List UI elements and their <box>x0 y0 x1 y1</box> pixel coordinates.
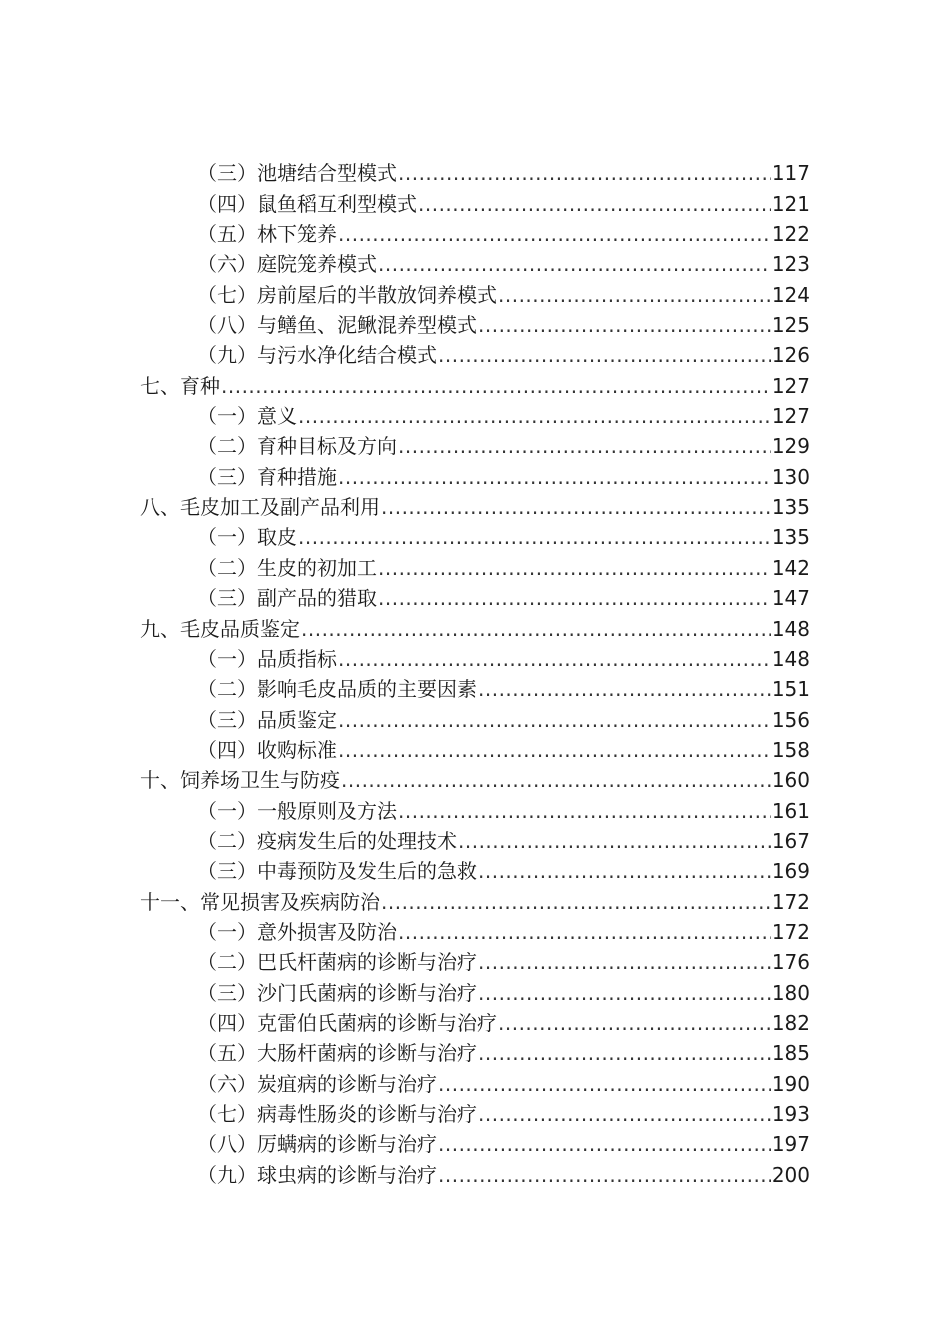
toc-entry-title: 十一、常见损害及疾病防治 <box>140 889 380 914</box>
toc-entry[interactable] <box>140 765 810 795</box>
toc-dot-leader <box>498 1008 771 1038</box>
toc-page-number: 127 <box>771 373 810 398</box>
toc-dot-leader <box>338 462 771 492</box>
toc-entry-title: （二）生皮的初加工 <box>197 555 377 580</box>
toc-entry[interactable] <box>140 310 810 340</box>
toc-dot-leader <box>398 431 771 461</box>
toc-entry[interactable] <box>140 977 810 1007</box>
toc-entry-title: （三）副产品的猎取 <box>197 586 377 611</box>
toc-dot-leader <box>338 735 771 765</box>
toc-entry-title: （四）收购标准 <box>197 737 337 762</box>
toc-dot-leader <box>398 796 771 826</box>
toc-page-number: 117 <box>771 161 810 186</box>
toc-entry-title: （三）中毒预防及发生后的急救 <box>197 859 477 884</box>
toc-dot-leader <box>418 189 771 219</box>
toc-entry-title: （八）厉螨病的诊断与治疗 <box>197 1132 437 1157</box>
toc-entry[interactable] <box>140 917 810 947</box>
toc-entry[interactable] <box>140 219 810 249</box>
toc-page-number: 147 <box>771 586 810 611</box>
toc-entry[interactable] <box>140 886 810 916</box>
toc-dot-leader <box>438 1069 771 1099</box>
toc-dot-leader <box>338 644 771 674</box>
toc-entry[interactable] <box>140 583 810 613</box>
toc-page-number: 124 <box>771 282 810 307</box>
toc-entry-title: （二）影响毛皮品质的主要因素 <box>197 677 477 702</box>
toc-entry-title: （九）与污水净化结合模式 <box>197 343 437 368</box>
toc-entry[interactable] <box>140 674 810 704</box>
toc-dot-leader <box>398 158 771 188</box>
toc-entry-title: 九、毛皮品质鉴定 <box>140 616 300 641</box>
toc-entry-title: （六）庭院笼养模式 <box>197 252 377 277</box>
toc-page-number: 180 <box>771 980 810 1005</box>
toc-entry-title: （一）取皮 <box>197 525 297 550</box>
toc-dot-leader <box>438 340 771 370</box>
toc-dot-leader <box>381 887 771 917</box>
toc-entry-title: （一）一般原则及方法 <box>197 798 397 823</box>
toc-dot-leader <box>221 371 771 401</box>
toc-entry[interactable] <box>140 1038 810 1068</box>
toc-page-number: 172 <box>771 889 810 914</box>
toc-entry[interactable] <box>140 552 810 582</box>
toc-entry[interactable] <box>140 522 810 552</box>
toc-page-number: 122 <box>771 222 810 247</box>
toc-entry[interactable] <box>140 613 810 643</box>
toc-dot-leader <box>438 1160 771 1190</box>
toc-dot-leader <box>458 826 771 856</box>
toc-dot-leader <box>478 947 771 977</box>
toc-page-number: 158 <box>771 737 810 762</box>
toc-dot-leader <box>498 280 771 310</box>
toc-page-number: 156 <box>771 707 810 732</box>
toc-entry-title: 八、毛皮加工及副产品利用 <box>140 495 380 520</box>
toc-page-number: 135 <box>771 495 810 520</box>
toc-entry-title: （六）炭疽病的诊断与治疗 <box>197 1071 437 1096</box>
toc-entry-title: （二）疫病发生后的处理技术 <box>197 828 457 853</box>
toc-dot-leader <box>298 522 771 552</box>
toc-page-number: 129 <box>771 434 810 459</box>
toc-page-number: 148 <box>771 646 810 671</box>
toc-dot-leader <box>381 492 771 522</box>
toc-entry-title: （二）育种目标及方向 <box>197 434 397 459</box>
toc-page-number: 200 <box>771 1162 810 1187</box>
toc-page-number: 161 <box>771 798 810 823</box>
toc-entry[interactable] <box>140 826 810 856</box>
toc-entry-title: （四）克雷伯氏菌病的诊断与治疗 <box>197 1010 497 1035</box>
toc-entry-title: （三）沙门氏菌病的诊断与治疗 <box>197 980 477 1005</box>
toc-dot-leader <box>338 219 771 249</box>
toc-entry[interactable] <box>140 704 810 734</box>
toc-entry[interactable] <box>140 1129 810 1159</box>
toc-entry-title: （一）意义 <box>197 404 297 429</box>
toc-entry-title: （九）球虫病的诊断与治疗 <box>197 1162 437 1187</box>
toc-page-number: 197 <box>771 1132 810 1157</box>
toc-entry-title: （二）巴氏杆菌病的诊断与治疗 <box>197 950 477 975</box>
toc-page-number: 185 <box>771 1041 810 1066</box>
toc-entry[interactable] <box>140 158 810 188</box>
toc-page-number: 190 <box>771 1071 810 1096</box>
table-of-contents <box>140 158 810 1190</box>
toc-entry[interactable] <box>140 1068 810 1098</box>
toc-page-number: 172 <box>771 919 810 944</box>
toc-dot-leader <box>478 1099 771 1129</box>
toc-page-number: 160 <box>771 768 810 793</box>
toc-entry[interactable] <box>140 644 810 674</box>
toc-page-number: 176 <box>771 950 810 975</box>
toc-dot-leader <box>341 765 771 795</box>
toc-page-number: 169 <box>771 859 810 884</box>
toc-page-number: 130 <box>771 464 810 489</box>
toc-entry[interactable] <box>140 370 810 400</box>
toc-entry[interactable] <box>140 735 810 765</box>
toc-page-number: 151 <box>771 677 810 702</box>
toc-entry-title: 十、饲养场卫生与防疫 <box>140 768 340 793</box>
toc-entry[interactable] <box>140 401 810 431</box>
toc-entry-title: （三）品质鉴定 <box>197 707 337 732</box>
toc-entry[interactable] <box>140 795 810 825</box>
toc-entry-title: （四）鼠鱼稻互利型模式 <box>197 191 417 216</box>
toc-dot-leader <box>398 917 771 947</box>
toc-entry[interactable] <box>140 461 810 491</box>
toc-entry[interactable] <box>140 947 810 977</box>
toc-entry-title: （一）意外损害及防治 <box>197 919 397 944</box>
toc-entry[interactable] <box>140 249 810 279</box>
toc-page-number: 126 <box>771 343 810 368</box>
toc-entry[interactable] <box>140 431 810 461</box>
toc-dot-leader <box>301 614 771 644</box>
toc-dot-leader <box>478 310 771 340</box>
toc-entry-title: （五）林下笼养 <box>197 222 337 247</box>
toc-page-number: 123 <box>771 252 810 277</box>
toc-entry[interactable] <box>140 279 810 309</box>
toc-entry[interactable] <box>140 492 810 522</box>
toc-entry[interactable] <box>140 188 810 218</box>
toc-entry[interactable] <box>140 340 810 370</box>
toc-dot-leader <box>338 705 771 735</box>
toc-page-number: 193 <box>771 1102 810 1126</box>
toc-page-number: 167 <box>771 828 810 853</box>
toc-entry-title: （三）池塘结合型模式 <box>197 161 397 186</box>
toc-entry-title: （七）病毒性肠炎的诊断与治疗 <box>197 1102 477 1126</box>
toc-dot-leader <box>478 856 771 886</box>
toc-page-number: 125 <box>771 313 810 338</box>
toc-page-number: 142 <box>771 555 810 580</box>
toc-entry-title: （一）品质指标 <box>197 646 337 671</box>
toc-entry-title: （五）大肠杆菌病的诊断与治疗 <box>197 1041 477 1066</box>
toc-dot-leader <box>298 401 771 431</box>
toc-entry[interactable] <box>140 856 810 886</box>
toc-entry-title: （七）房前屋后的半散放饲养模式 <box>197 282 497 307</box>
toc-page-number: 135 <box>771 525 810 550</box>
toc-entry-title: （三）育种措施 <box>197 464 337 489</box>
toc-page-number: 127 <box>771 404 810 429</box>
toc-entry[interactable] <box>140 1008 810 1038</box>
toc-page-number: 121 <box>771 191 810 216</box>
toc-entry-title: 七、育种 <box>140 373 220 398</box>
toc-entry[interactable] <box>140 1159 810 1189</box>
toc-dot-leader <box>378 583 771 613</box>
toc-entry[interactable] <box>140 1099 810 1129</box>
toc-dot-leader <box>378 553 771 583</box>
toc-entry-title: （八）与鳝鱼、泥鳅混养型模式 <box>197 313 477 338</box>
toc-page-number: 182 <box>771 1010 810 1035</box>
toc-dot-leader <box>478 978 771 1008</box>
toc-dot-leader <box>478 1038 771 1068</box>
toc-page-number: 148 <box>771 616 810 641</box>
toc-dot-leader <box>438 1129 771 1159</box>
toc-dot-leader <box>478 674 771 704</box>
toc-dot-leader <box>378 249 771 279</box>
